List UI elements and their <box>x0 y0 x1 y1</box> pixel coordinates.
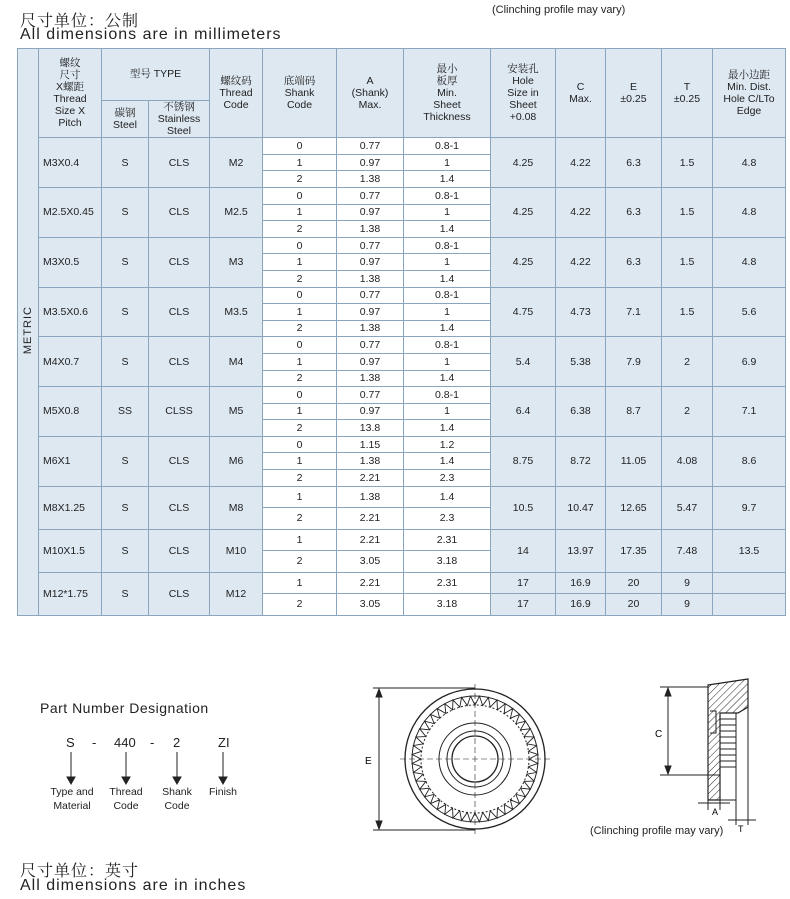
cell-min-sheet: 1.4 <box>404 486 491 508</box>
cell-a-shank: 1.15 <box>337 436 404 453</box>
table-row <box>18 387 786 404</box>
cell-thread-code: M6 <box>210 436 263 486</box>
dim-a-label: A <box>712 807 719 817</box>
cell-t: 7.48 <box>662 529 713 572</box>
cell-stainless: CLS <box>149 529 210 572</box>
cell-min-sheet: 1 <box>404 353 491 370</box>
header-line: E <box>629 81 637 94</box>
cell-min-sheet: 0.8-1 <box>404 187 491 204</box>
cell-min-sheet: 1.4 <box>404 370 491 387</box>
clinching-note-top: (Clinching profile may vary) <box>492 4 626 16</box>
cell-shank-code: 1 <box>263 254 337 271</box>
cell-shank-code: 2 <box>263 508 337 530</box>
header-line: Sheet <box>433 99 461 112</box>
cell-shank-code: 0 <box>263 337 337 354</box>
cross-section-body <box>708 679 748 800</box>
cell-shank-code: 0 <box>263 436 337 453</box>
cell-a-shank: 1.38 <box>337 453 404 470</box>
cell-steel: S <box>102 287 149 337</box>
header-line: 最小 <box>436 62 458 75</box>
cell-shank-code: 1 <box>263 486 337 508</box>
nut-side-view-drawing <box>650 675 765 835</box>
cell-min-sheet: 0.8-1 <box>404 237 491 254</box>
metric-side-cell <box>18 49 39 616</box>
cell-shank-code: 1 <box>263 403 337 420</box>
header-min-sheet <box>404 49 491 138</box>
cell-thread-code: M4 <box>210 337 263 387</box>
cell-t: 4.08 <box>662 436 713 486</box>
cell-shank-code: 1 <box>263 304 337 321</box>
header-t <box>662 49 713 138</box>
cell-a-shank: 0.97 <box>337 254 404 271</box>
table-row <box>18 287 786 304</box>
cell-a-shank: 1.38 <box>337 270 404 287</box>
cell-a-shank: 0.77 <box>337 138 404 155</box>
header-type: 型号 TYPE <box>102 49 210 101</box>
cell-shank-code: 1 <box>263 453 337 470</box>
label-shank-code <box>151 786 203 813</box>
nut-top-view-drawing <box>355 680 565 840</box>
header-line: T <box>683 81 691 94</box>
cell-shank-code: 1 <box>263 353 337 370</box>
label-finish-line1: Finish <box>208 786 237 798</box>
cell-thread-size: M2.5X0.45 <box>39 187 102 237</box>
cell-shank-code: 0 <box>263 237 337 254</box>
cell-min-sheet: 1.4 <box>404 420 491 437</box>
label-finish <box>200 786 246 800</box>
dim-e-label: E <box>365 756 372 767</box>
cell-steel: S <box>102 187 149 237</box>
cell-stainless: CLS <box>149 138 210 188</box>
cell-e: 7.9 <box>606 337 662 387</box>
table-row <box>18 138 786 155</box>
cell-a-shank: 1.38 <box>337 320 404 337</box>
header-line: Max. <box>358 99 382 112</box>
header-thread-size <box>39 49 102 138</box>
cell-a-shank: 0.97 <box>337 353 404 370</box>
cell-a-shank: 0.77 <box>337 187 404 204</box>
cell-t: 9 <box>662 572 713 594</box>
cell-c: 16.9 <box>556 594 606 616</box>
header-line: +0.08 <box>509 111 537 124</box>
cell-a-shank: 2.21 <box>337 470 404 487</box>
cell-a-shank: 2.21 <box>337 529 404 551</box>
cell-c: 4.22 <box>556 237 606 287</box>
cell-thread-size: M6X1 <box>39 436 102 486</box>
header-line: X螺距 <box>55 81 84 94</box>
cell-stainless: CLS <box>149 337 210 387</box>
cell-min-sheet: 2.3 <box>404 470 491 487</box>
header-line: Hole C/LTo <box>723 93 775 106</box>
cell-hole: 4.25 <box>491 237 556 287</box>
cell-dist: 4.8 <box>713 138 786 188</box>
dim-e-arrow-bottom <box>376 821 382 829</box>
cell-steel: S <box>102 138 149 188</box>
header-line: Steel <box>113 119 137 132</box>
cell-min-sheet: 2.31 <box>404 529 491 551</box>
header-line: Hole <box>512 75 534 87</box>
cell-steel: S <box>102 436 149 486</box>
cell-dist: 5.6 <box>713 287 786 337</box>
table-row <box>18 529 786 551</box>
label-shank-line2: Code <box>164 799 190 812</box>
arrow-finish-head <box>219 777 227 784</box>
cell-steel: S <box>102 237 149 287</box>
inch-units-title-cn: 尺寸单位：英寸 <box>20 863 140 880</box>
cell-dist: 4.8 <box>713 237 786 287</box>
cell-thread-size: M3X0.5 <box>39 237 102 287</box>
header-line: ±0.25 <box>620 93 647 106</box>
header-min-dist <box>713 49 786 138</box>
cell-shank-code: 2 <box>263 171 337 188</box>
thread-lines <box>720 719 736 767</box>
cell-t: 2 <box>662 337 713 387</box>
cell-t: 1.5 <box>662 287 713 337</box>
header-line: Shank <box>284 87 315 100</box>
header-line: 碳钢 <box>114 107 136 120</box>
cell-hole: 4.75 <box>491 287 556 337</box>
header-line: Code <box>286 99 313 112</box>
cell-e: 6.3 <box>606 237 662 287</box>
table-row <box>18 237 786 254</box>
cell-a-shank: 2.21 <box>337 508 404 530</box>
cell-e: 7.1 <box>606 287 662 337</box>
cell-shank-code: 0 <box>263 138 337 155</box>
cell-e: 17.35 <box>606 529 662 572</box>
part-code-shank: 2 <box>173 735 181 750</box>
cell-e: 11.05 <box>606 436 662 486</box>
cell-min-sheet: 1 <box>404 254 491 271</box>
header-a-shank <box>337 49 404 138</box>
cell-min-sheet: 0.8-1 <box>404 287 491 304</box>
cell-shank-code: 2 <box>263 551 337 573</box>
label-shank-line1: Shank <box>162 786 192 798</box>
header-line: ±0.25 <box>673 93 701 106</box>
header-shank-code <box>263 49 337 138</box>
cell-e: 20 <box>606 594 662 616</box>
cell-thread-code: M10 <box>210 529 263 572</box>
cell-min-sheet: 1.4 <box>404 171 491 188</box>
header-line: Size in <box>507 87 539 100</box>
part-code-type: S <box>66 735 75 750</box>
cell-shank-code: 0 <box>263 387 337 404</box>
cell-c: 13.97 <box>556 529 606 572</box>
cell-stainless: CLS <box>149 486 210 529</box>
cell-stainless: CLS <box>149 187 210 237</box>
cell-a-shank: 0.77 <box>337 337 404 354</box>
arrow-type-head <box>67 777 75 784</box>
header-hole-size <box>491 49 556 138</box>
cell-hole: 17 <box>491 594 556 616</box>
cell-hole: 4.25 <box>491 187 556 237</box>
header-line: Steel <box>167 125 191 138</box>
header-line: C <box>576 81 585 94</box>
cell-thread-code: M5 <box>210 387 263 437</box>
cell-thread-size: M4X0.7 <box>39 337 102 387</box>
part-number-arrows <box>0 750 260 788</box>
cell-min-sheet: 0.8-1 <box>404 138 491 155</box>
label-type-line2: Material <box>53 799 91 812</box>
table-row <box>18 337 786 354</box>
table-row <box>18 187 786 204</box>
part-code-dash-1: - <box>92 735 97 750</box>
label-thread-line2: Code <box>113 799 139 812</box>
cell-a-shank: 1.38 <box>337 370 404 387</box>
cell-hole: 5.4 <box>491 337 556 387</box>
header-line: 底端码 <box>283 75 316 87</box>
header-line: Thread <box>219 87 253 100</box>
cell-min-sheet: 0.8-1 <box>404 387 491 404</box>
header-line: Size X <box>54 105 86 118</box>
header-line: Min. <box>437 87 457 100</box>
cell-dist: 7.1 <box>713 387 786 437</box>
cell-shank-code: 2 <box>263 420 337 437</box>
header-line: Min. Dist. <box>727 81 771 94</box>
part-code-thread: 440 <box>114 735 136 750</box>
header-stainless <box>149 101 210 138</box>
header-c-max <box>556 49 606 138</box>
cell-a-shank: 2.21 <box>337 572 404 594</box>
header-line: Edge <box>736 105 762 118</box>
dim-c-label: C <box>655 729 663 740</box>
cell-t: 2 <box>662 387 713 437</box>
cell-dist: 8.6 <box>713 436 786 486</box>
cell-shank-code: 2 <box>263 370 337 387</box>
cell-c: 16.9 <box>556 572 606 594</box>
cell-a-shank: 0.77 <box>337 287 404 304</box>
table-row <box>18 572 786 594</box>
label-type-line1: Type and <box>50 786 94 798</box>
cell-a-shank: 1.38 <box>337 171 404 188</box>
arrow-thread-head <box>122 777 130 784</box>
part-code-dash-2: - <box>150 735 155 750</box>
cell-thread-size: M12*1.75 <box>39 572 102 615</box>
cell-thread-code: M3.5 <box>210 287 263 337</box>
header-line: Pitch <box>58 117 82 130</box>
cell-a-shank: 3.05 <box>337 594 404 616</box>
cell-thread-size: M3X0.4 <box>39 138 102 188</box>
cell-hole: 10.5 <box>491 486 556 529</box>
cell-thread-code: M2 <box>210 138 263 188</box>
cell-c: 4.22 <box>556 138 606 188</box>
cell-t: 1.5 <box>662 237 713 287</box>
cell-t: 1.5 <box>662 138 713 188</box>
header-line: Sheet <box>509 99 537 112</box>
header-steel <box>102 101 149 138</box>
cell-dist: 4.8 <box>713 187 786 237</box>
part-number-title: Part Number Designation <box>40 700 209 716</box>
cell-min-sheet: 1.4 <box>404 221 491 238</box>
cell-t: 9 <box>662 594 713 616</box>
cell-shank-code: 2 <box>263 221 337 238</box>
cell-thread-size: M10X1.5 <box>39 529 102 572</box>
cell-min-sheet: 1 <box>404 154 491 171</box>
cell-dist: 13.5 <box>713 529 786 572</box>
cell-e: 6.3 <box>606 187 662 237</box>
cell-a-shank: 1.38 <box>337 221 404 238</box>
cell-min-sheet: 1.4 <box>404 453 491 470</box>
part-code-finish: ZI <box>218 735 230 750</box>
cell-thread-code: M3 <box>210 237 263 287</box>
header-line: Code <box>223 99 249 112</box>
cell-shank-code: 1 <box>263 154 337 171</box>
cell-thread-size: M5X0.8 <box>39 387 102 437</box>
label-thread-line1: Thread <box>109 786 143 798</box>
table-row <box>18 436 786 453</box>
cell-t: 1.5 <box>662 187 713 237</box>
units-title-en: All dimensions are in millimeters <box>20 26 282 43</box>
header-line: Thread <box>53 93 87 106</box>
dim-c-arrow-bottom <box>665 766 671 774</box>
header-line: 螺纹码 <box>220 75 252 87</box>
cell-hole: 8.75 <box>491 436 556 486</box>
cell-hole: 6.4 <box>491 387 556 437</box>
header-row <box>18 49 786 101</box>
cell-dist <box>713 594 786 616</box>
cell-dist: 9.7 <box>713 486 786 529</box>
cell-steel: SS <box>102 387 149 437</box>
dim-e-arrow-top <box>376 689 382 697</box>
cell-thread-code: M8 <box>210 486 263 529</box>
cell-hole: 17 <box>491 572 556 594</box>
header-line: Thickness <box>423 111 471 124</box>
header-line: 螺纹 <box>59 56 81 69</box>
cell-a-shank: 3.05 <box>337 551 404 573</box>
header-line: 尺寸 <box>59 68 81 81</box>
cell-c: 5.38 <box>556 337 606 387</box>
cell-shank-code: 2 <box>263 470 337 487</box>
cell-min-sheet: 2.31 <box>404 572 491 594</box>
cell-shank-code: 2 <box>263 270 337 287</box>
inch-units-title-en: All dimensions are in inches <box>20 877 247 894</box>
cell-thread-code: M12 <box>210 572 263 615</box>
cell-a-shank: 0.97 <box>337 403 404 420</box>
cell-shank-code: 1 <box>263 572 337 594</box>
cell-thread-code: M2.5 <box>210 187 263 237</box>
table-row <box>18 486 786 508</box>
cell-stainless: CLS <box>149 572 210 615</box>
header-line: 安装孔 <box>507 62 539 75</box>
cell-shank-code: 0 <box>263 187 337 204</box>
cell-hole: 14 <box>491 529 556 572</box>
cell-c: 6.38 <box>556 387 606 437</box>
header-line: (Shank) <box>351 87 389 100</box>
cell-thread-size: M3.5X0.6 <box>39 287 102 337</box>
header-line: A <box>366 75 374 87</box>
cell-shank-code: 0 <box>263 287 337 304</box>
cell-t: 5.47 <box>662 486 713 529</box>
cell-min-sheet: 1 <box>404 304 491 321</box>
cell-min-sheet: 1.2 <box>404 436 491 453</box>
cell-steel: S <box>102 486 149 529</box>
cell-shank-code: 2 <box>263 594 337 616</box>
cell-e: 6.3 <box>606 138 662 188</box>
cell-shank-code: 1 <box>263 204 337 221</box>
cell-min-sheet: 2.3 <box>404 508 491 530</box>
cell-steel: S <box>102 572 149 615</box>
cell-stainless: CLS <box>149 287 210 337</box>
cell-e: 20 <box>606 572 662 594</box>
metric-side-label: METRIC <box>21 306 34 355</box>
cell-a-shank: 1.38 <box>337 486 404 508</box>
header-thread-code <box>210 49 263 138</box>
cell-a-shank: 0.97 <box>337 204 404 221</box>
cell-shank-code: 1 <box>263 529 337 551</box>
cell-a-shank: 0.77 <box>337 237 404 254</box>
cell-min-sheet: 1 <box>404 403 491 420</box>
arrow-shank-head <box>173 777 181 784</box>
cell-a-shank: 0.97 <box>337 304 404 321</box>
cell-min-sheet: 1.4 <box>404 320 491 337</box>
cell-steel: S <box>102 337 149 387</box>
header-line: 不锈钢 <box>163 101 195 113</box>
cell-shank-code: 2 <box>263 320 337 337</box>
header-line: 最小边距 <box>728 68 770 81</box>
clinching-note-bottom: (Clinching profile may vary) <box>590 825 724 837</box>
cell-c: 10.47 <box>556 486 606 529</box>
cell-a-shank: 0.97 <box>337 154 404 171</box>
cell-dist <box>713 572 786 594</box>
dim-t-label: T <box>738 824 744 834</box>
units-title-cn: 尺寸单位：公制 <box>20 13 140 30</box>
cell-a-shank: 13.8 <box>337 420 404 437</box>
cell-c: 4.73 <box>556 287 606 337</box>
cell-min-sheet: 3.18 <box>404 594 491 616</box>
dim-c-arrow-top <box>665 688 671 696</box>
metric-spec-table <box>17 48 786 616</box>
cell-e: 12.65 <box>606 486 662 529</box>
cell-stainless: CLS <box>149 436 210 486</box>
cell-min-sheet: 1 <box>404 204 491 221</box>
cell-a-shank: 0.77 <box>337 387 404 404</box>
cell-stainless: CLS <box>149 237 210 287</box>
cell-min-sheet: 3.18 <box>404 551 491 573</box>
header-line: Stainless <box>157 113 201 126</box>
cell-thread-size: M8X1.25 <box>39 486 102 529</box>
header-e <box>606 49 662 138</box>
label-type-material <box>42 786 102 813</box>
cell-stainless: CLSS <box>149 387 210 437</box>
cell-steel: S <box>102 529 149 572</box>
label-thread-code <box>100 786 152 813</box>
header-line: 板厚 <box>436 75 458 87</box>
cell-e: 8.7 <box>606 387 662 437</box>
header-line: Max. <box>569 93 592 106</box>
cell-c: 8.72 <box>556 436 606 486</box>
cell-hole: 4.25 <box>491 138 556 188</box>
cell-min-sheet: 0.8-1 <box>404 337 491 354</box>
cell-dist: 6.9 <box>713 337 786 387</box>
cell-min-sheet: 1.4 <box>404 270 491 287</box>
cell-c: 4.22 <box>556 187 606 237</box>
